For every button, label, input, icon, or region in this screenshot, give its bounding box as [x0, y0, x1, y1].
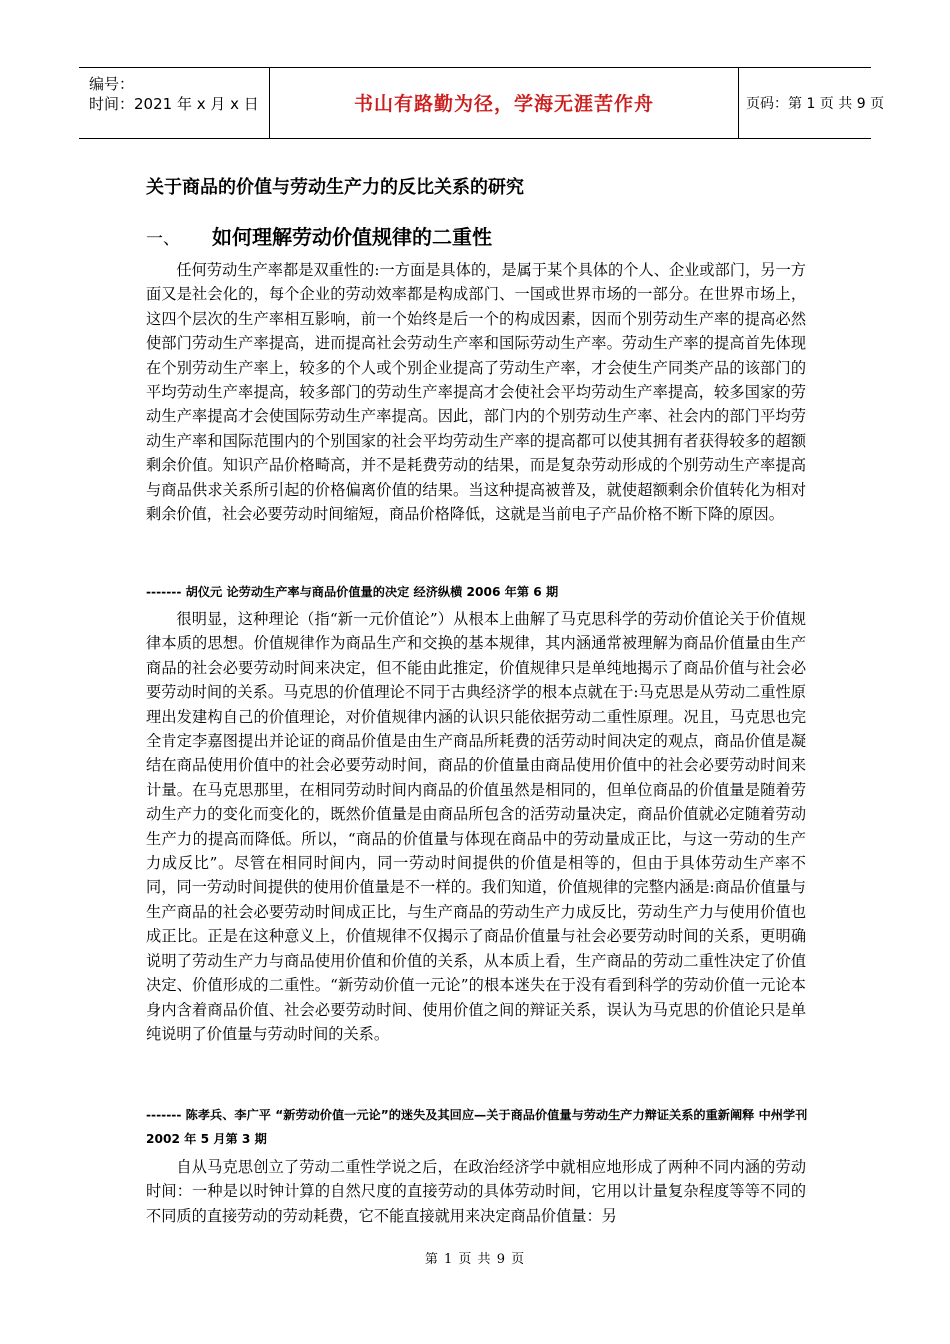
- document-number-label: 编号：: [89, 75, 135, 93]
- body-paragraph: 任何劳动生产率都是双重性的:一方面是具体的，是属于某个具体的个人、企业或部门，另一方面又是社会化的，每个企业的劳动效率都是构成部门、一国或世界市场的一部分。在世界市场上，这四个层次的生产率相互影响，前一个始终是后一个的构成因素，因而个别劳动生产率的提高必然使部门劳动生产率提高，进而提高社会劳动生产率和国际劳动生产率。劳动生产率的提高首先体现在个别劳动生产率上，较多的个人或个别企业提高了劳动生产率，才会使生产同类产品的该部门的平均劳动生产率提高，较多部门的劳动生产率提高才会使社会平均劳动生产率提高，较多国家的劳动生产率提高才会使国际劳动生产率提高。因此，部门内的个别劳动生产率、社会内的部门平均劳动生产率和国际范围内的个别国家的社会平均劳动生产率的提高都可以使其拥有者获得较多的超额剩余价值。知识产品价格畸高，并不是耗费劳动的结果，而是复杂劳动形成的个别劳动生产率提高与商品供求关系所引起的价格偏离价值的结果。当这种提高被普及，就使超额剩余价值转化为相对剩余价值，社会必要劳动时间缩短，商品价格降低，这就是当前电子产品价格不断下降的原因。: [146, 261, 806, 524]
- header-page-cell: [738, 68, 885, 138]
- body-paragraph: 很明显，这种理论（指“新一元价值论”）从根本上曲解了马克思科学的劳动价值论关于价值规律本质的思想。价值规律作为商品生产和交换的基本规律，其内涵通常被理解为商品价值量由生产商品的社会必要劳动时间来决定，但不能由此推定，价值规律只是单纯地揭示了商品价值与社会必要劳动时间的关系。马克思的价值理论不同于古典经济学的根本点就在于:马克思是从劳动二重性原理出发建构自己的价值理论，对价值规律内涵的认识只能依据劳动二重性原理。况且，马克思也完全肯定李嘉图提出并论证的商品价值是由生产商品所耗费的活劳动时间决定的观点，商品价值是凝结在商品使用价值中的社会必要劳动时间，商品的价值量由商品使用价值中的社会必要劳动时间来计量。在马克思那里，在相同劳动时间内商品的价值虽然是相同的，但单位商品的价值量是随着劳动生产力的变化而变化的，既然价值量是由商品所包含的活劳动量决定，商品价值就必定随着劳动生产力的提高而降低。所以，“商品的价值量与体现在商品中的劳动量成正比，与这一劳动的生产力成反比”。尽管在相同时间内，同一劳动时间提供的价值是相等的，但由于具体劳动生产率不同，同一劳动时间提供的使用价值量是不一样的。我们知道，价值规律的完整内涵是:商品价值量与生产商品的社会必要劳动时间成正比，与生产商品的劳动生产力成反比，劳动生产力与使用价值也成正比。正是在这种意义上，价值规律不仅揭示了商品价值量与社会必要劳动时间的关系，更明确说明了劳动生产力与商品使用价值和价值的关系，从本质上看，生产商品的劳动二重性决定了价值决定、价值形成的二重性。“新劳动价值一元论”的根本迷失在于没有看到科学的劳动价值一元论本身内含着商品价值、社会必要劳动时间、使用价值之间的辩证关系，误认为马克思的价值论只是单纯说明了价值量与劳动时间的关系。: [146, 610, 806, 1043]
- section-number: 一、: [146, 229, 180, 249]
- citation: ------- 胡仪元 论劳动生产率与商品价值量的决定 经济纵横 2006 年第 6 期: [146, 585, 559, 599]
- header-motto: 书山有路勤为径，学海无涯苦作舟: [353, 93, 654, 115]
- header-page-info: 页码：第 1 页 共 9 页: [746, 96, 885, 112]
- section-heading: [146, 221, 492, 250]
- header-meta-cell: [79, 68, 269, 138]
- citation: ------- 陈孝兵、李广平 “新劳动价值一元论”的迷失及其回应—关于商品价值量与劳动生产力辩证关系的重新阐释 中州学刊 2002 年 5 月第 3 期: [146, 1108, 808, 1146]
- header-motto-cell: [269, 68, 739, 138]
- body-paragraph: 自从马克思创立了劳动二重性学说之后，在政治经济学中就相应地形成了两种不同内涵的劳动时间：一种是以时钟计算的自然尺度的直接劳动的具体劳动时间，它用以计量复杂程度等等不同的不同质的直接劳动的劳动耗费，它不能直接就用来决定商品价值量：另: [146, 1158, 806, 1225]
- document-title: 关于商品的价值与劳动生产力的反比关系的研究: [146, 177, 524, 198]
- section-title: 如何理解劳动价值规律的二重性: [212, 225, 492, 249]
- page-footer: 第 1 页 共 9 页: [424, 1252, 526, 1267]
- document-header: [79, 67, 885, 139]
- document-time-label: 时间：2021 年 x 月 x 日: [89, 95, 259, 113]
